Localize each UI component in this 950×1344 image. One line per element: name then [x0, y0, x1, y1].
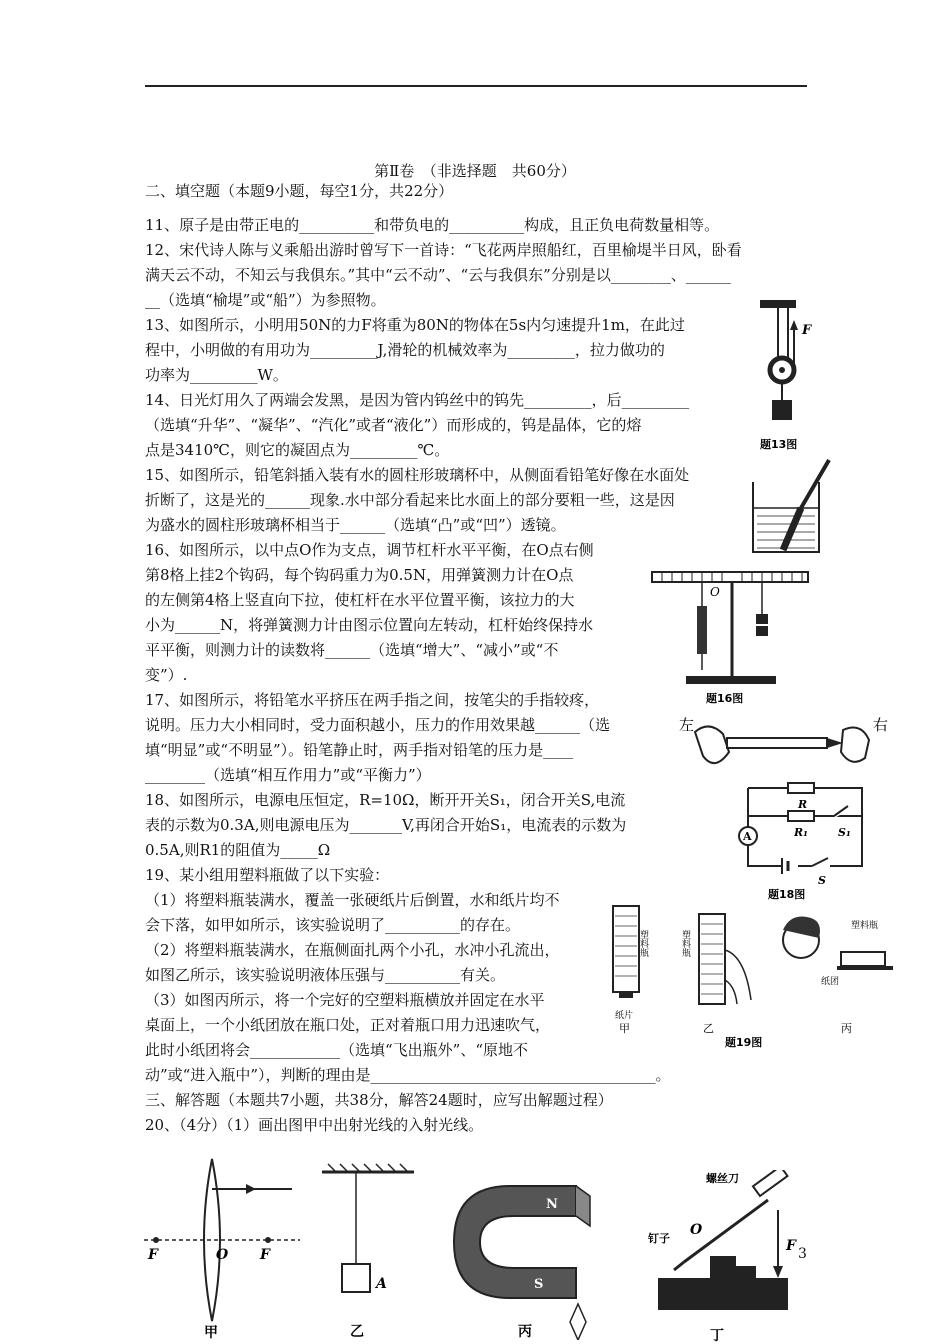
text-line: 的左侧第4格上竖直向下拉，使杠杆在水平位置平衡，该拉力的大 — [145, 591, 575, 609]
text-line: 程中，小明做的有用功为_________J,滑轮的机械效率为_________，拉力做功的 — [145, 341, 665, 359]
text-line: 12、宋代诗人陈与义乘船出游时曾写下一首诗：“飞花两岸照船红，百里榆堤半日风，卧看 — [145, 241, 742, 259]
text-line: 三、解答题（本题共7小题，共38分，解答24题时，应写出解题过程） — [145, 1091, 613, 1109]
bottle-label-yi: 塑料瓶 — [680, 930, 690, 957]
ammeter-label: A — [743, 830, 752, 843]
figure-20-bing-magnet — [450, 1172, 600, 1340]
bottle-label-jia: 塑料瓶 — [638, 930, 648, 957]
text-line: 20、（4分）（1）画出图甲中出射光线的入射光线。 — [145, 1116, 484, 1134]
text-line: 说明。压力大小相同时，受力面积越小，压力的作用效果越______（选 — [145, 716, 611, 734]
figure-13-pulley — [752, 298, 832, 456]
figure-15-glass — [745, 458, 833, 558]
text-line: 桌面上，一个小纸团放在瓶口处，正对着瓶口用力迅速吹气， — [145, 1016, 551, 1034]
bottle-label-bing: 塑料瓶 — [851, 921, 879, 931]
figure-16-caption: 题16图 — [706, 692, 744, 705]
text-line: 第8格上挂2个钩码，每个钩码重力为0.5N，用弹簧测力计在O点 — [145, 566, 574, 584]
text-line: 平平衡，则测力计的读数将______（选填“增大”、“减小”或“不 — [145, 641, 559, 659]
text-line: （选填“升华”、“凝华”、“汽化”或者“液化”）而形成的，钨是晶体，它的熔 — [145, 416, 642, 434]
figure-18-circuit — [738, 776, 872, 902]
r-label: R — [798, 798, 808, 811]
text-line: 0.5A,则R1的阻值为_____Ω — [145, 841, 331, 859]
text-line: 动”或“进入瓶中”），判断的理由是______________________________________。 — [145, 1066, 671, 1084]
text-line: __（选填“榆堤”或“船”）为参照物。 — [145, 291, 386, 309]
text-line: 小为______N，将弹簧测力计由图示位置向左转动，杠杆始终保持水 — [145, 616, 594, 634]
jia-label: 甲 — [619, 1022, 630, 1035]
bing-label-20: 丙 — [518, 1324, 532, 1340]
text-line: 14、日光灯用久了两端会发黑，是因为管内钨丝中的钨先_________，后_________ — [145, 391, 690, 409]
text-line: 19、某小组用塑料瓶做了以下实验： — [145, 866, 390, 884]
text-line: 18、如图所示，电源电压恒定，R=10Ω，断开开关S₁，闭合开关S,电流 — [145, 791, 626, 809]
text-line: 如图乙所示，该实验说明液体压强与__________有关。 — [145, 966, 506, 984]
paper-card-label: 纸片 — [615, 1011, 634, 1021]
text-line: 11、原子是由带正电的__________和带负电的__________构成，且正负电荷数量相等。 — [145, 216, 720, 234]
text-line: 点是3410℃，则它的凝固点为_________℃。 — [145, 441, 450, 459]
yi-label: 乙 — [703, 1022, 714, 1035]
jia-label-20: 甲 — [204, 1325, 218, 1340]
text-line: 填“明显”或“不明显”）。铅笔静止时，两手指对铅笔的压力是____ — [145, 741, 574, 759]
left-label: 左 — [679, 716, 695, 734]
s-pole-label: S — [534, 1277, 544, 1292]
text-line: 此时小纸团将会____________（选填“飞出瓶外”、“原地不 — [145, 1041, 529, 1059]
s-label: S — [818, 874, 826, 887]
figure-18-caption: 题18图 — [768, 888, 806, 901]
figure-13-caption: 题13图 — [760, 438, 798, 451]
text-line: 折断了，这是光的______现象.水中部分看起来比水面上的部分要粗一些，这是因 — [145, 491, 675, 509]
text-line: 16、如图所示，以中点O作为支点，调节杠杆水平平衡，在O点右侧 — [145, 541, 594, 559]
paper-ball-label: 纸团 — [821, 977, 840, 987]
o-label-jia: O — [216, 1247, 229, 1263]
f2-label: F — [260, 1247, 270, 1263]
section-title: 第Ⅱ卷 （非选择题 共60分） — [374, 162, 576, 180]
bing-label: 丙 — [841, 1022, 852, 1035]
screwdriver-label: 螺丝刀 — [706, 1172, 739, 1185]
text-line: 表的示数为0.3A,则电源电压为_______V,再闭合开始S₁，电流表的示数为 — [145, 816, 627, 834]
page-number: 3 — [798, 1246, 807, 1262]
figure-16-lever — [650, 566, 810, 708]
figure-20-ding-screwdriver — [648, 1170, 808, 1342]
text-line: 变”）. — [145, 666, 188, 684]
a-label: A — [376, 1276, 387, 1292]
figure-19-bottles — [605, 900, 905, 1050]
figure-17-pencil — [675, 712, 895, 782]
force-label: F — [802, 323, 812, 338]
figure-20-jia-lens — [142, 1155, 302, 1340]
text-line: 满天云不动，不知云与我俱东。”其中“云不动”、“云与我俱东”分别是以________、______ — [145, 266, 731, 284]
right-label: 右 — [873, 716, 889, 734]
s1-label: S₁ — [838, 826, 851, 839]
f1-label: F — [148, 1247, 158, 1263]
pivot-label: O — [710, 585, 720, 599]
yi-label-20: 乙 — [350, 1324, 364, 1340]
figure-20-yi-pendulum — [318, 1160, 418, 1340]
text-line: ________（选填“相互作用力”或“平衡力”） — [145, 766, 431, 784]
text-line: （1）将塑料瓶装满水，覆盖一张硬纸片后倒置，水和纸片均不 — [145, 891, 560, 909]
text-line: 二、填空题（本题9小题，每空1分，共22分） — [145, 182, 454, 200]
text-line: 15、如图所示，铅笔斜插入装有水的圆柱形玻璃杯中，从侧面看铅笔好像在水面处 — [145, 466, 690, 484]
text-line: 17、如图所示，将铅笔水平挤压在两手指之间，按笔尖的手指较疼， — [145, 691, 600, 709]
f-label-ding: F — [786, 1238, 796, 1254]
text-line: （2）将塑料瓶装满水，在瓶侧面扎两个小孔，水冲小孔流出， — [145, 941, 560, 959]
o-label-ding: O — [690, 1222, 703, 1238]
header-rule — [145, 85, 807, 87]
ding-label-20: 丁 — [710, 1328, 724, 1342]
nail-label: 钉子 — [648, 1232, 670, 1245]
figure-19-caption: 题19图 — [725, 1036, 763, 1049]
text-line: 功率为_________W。 — [145, 366, 288, 384]
n-label: N — [546, 1197, 558, 1212]
text-line: 为盛水的圆柱形玻璃杯相当于______（选填“凸”或“凹”）透镜。 — [145, 516, 566, 534]
text-line: 13、如图所示，小明用50N的力F将重为80N的物体在5s内匀速提升1m，在此过 — [145, 316, 685, 334]
text-line: 会下落，如甲如所示，该实验说明了__________的存在。 — [145, 916, 521, 934]
text-line: （3）如图丙所示，将一个完好的空塑料瓶横放并固定在水平 — [145, 991, 545, 1009]
r1-label: R₁ — [794, 826, 808, 839]
